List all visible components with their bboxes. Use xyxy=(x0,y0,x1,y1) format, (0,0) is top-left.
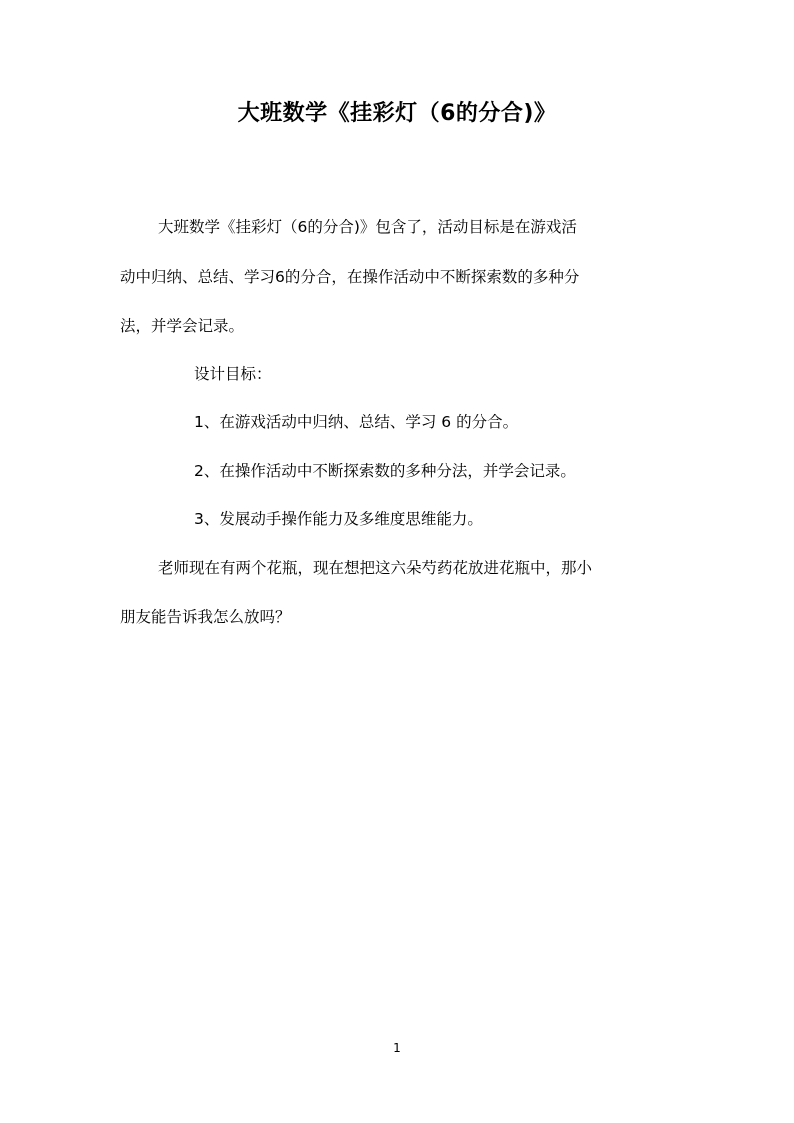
page-title: 大班数学《挂彩灯（6的分合)》 xyxy=(237,101,557,126)
intro-line-2: 动中归纳、总结、学习6的分合，在操作活动中不断探索数的多种分 xyxy=(120,268,580,286)
intro-line-1: 大班数学《挂彩灯（6的分合)》包含了，活动目标是在游戏活 xyxy=(158,218,577,236)
goal-item-2: 2、在操作活动中不断探索数的多种分法，并学会记录。 xyxy=(194,462,576,480)
goal-item-3: 3、发展动手操作能力及多维度思维能力。 xyxy=(194,510,483,528)
closing-line-2: 朋友能告诉我怎么放吗？ xyxy=(120,608,291,626)
page-number: 1 xyxy=(393,1041,401,1055)
intro-line-3: 法，并学会记录。 xyxy=(120,317,245,335)
goal-item-1: 1、在游戏活动中归纳、总结、学习 6 的分合。 xyxy=(194,413,519,431)
design-heading: 设计目标： xyxy=(194,365,272,383)
closing-line-1: 老师现在有两个花瓶，现在想把这六朵芍药花放进花瓶中，那小 xyxy=(158,559,593,577)
